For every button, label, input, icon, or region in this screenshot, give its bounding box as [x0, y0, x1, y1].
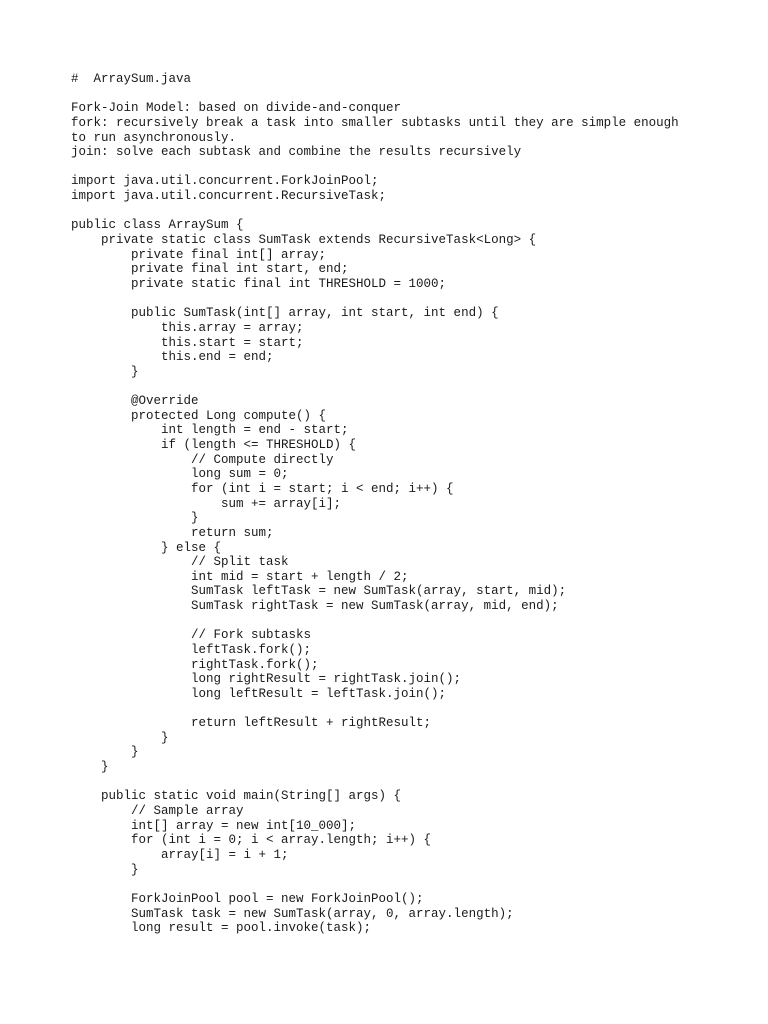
text-line: long rightResult = rightTask.join(); [71, 672, 462, 687]
text-line: sum += array[i]; [71, 496, 342, 511]
text-line: // Fork subtasks [71, 628, 312, 643]
text-line: this.end = end; [71, 350, 274, 365]
text-line: private final int start, end; [71, 262, 349, 277]
text-line: array[i] = i + 1; [71, 847, 289, 862]
text-line [71, 87, 751, 102]
text-line: public class ArraySum { [71, 218, 244, 233]
text-line: protected Long compute() { [71, 408, 327, 423]
text-line [71, 160, 751, 175]
text-line: to run asynchronously. [71, 130, 237, 145]
text-line: @Override [71, 394, 199, 409]
text-line: long leftResult = leftTask.join(); [71, 686, 447, 701]
text-line: SumTask task = new SumTask(array, 0, array.length); [71, 906, 514, 921]
text-line [71, 204, 751, 219]
text-line: } [71, 511, 199, 526]
text-line: } [71, 862, 139, 877]
text-line: public static void main(String[] args) { [71, 789, 402, 804]
text-line: public SumTask(int[] array, int start, int end) { [71, 306, 499, 321]
text-line: return leftResult + rightResult; [71, 716, 432, 731]
document-page [71, 72, 751, 936]
text-line [71, 292, 751, 307]
text-line: this.start = start; [71, 335, 304, 350]
text-line: # ArraySum.java [71, 72, 192, 86]
text-line: } [71, 730, 169, 745]
text-line [71, 379, 751, 394]
text-line: long result = pool.invoke(task); [71, 921, 372, 936]
text-line: private static class SumTask extends RecursiveTask<Long> { [71, 233, 537, 248]
text-line: Fork-Join Model: based on divide-and-conquer [71, 101, 402, 116]
text-line [71, 877, 751, 892]
text-line: if (length <= THRESHOLD) { [71, 438, 357, 453]
text-line: import java.util.concurrent.RecursiveTask; [71, 189, 387, 204]
text-line: // Split task [71, 555, 289, 570]
text-line: } [71, 745, 139, 760]
text-line: SumTask leftTask = new SumTask(array, start, mid); [71, 584, 567, 599]
text-line: SumTask rightTask = new SumTask(array, mid, end); [71, 599, 559, 614]
text-line [71, 702, 751, 717]
text-line: private final int[] array; [71, 247, 327, 262]
text-line: ForkJoinPool pool = new ForkJoinPool(); [71, 891, 424, 906]
text-line: import java.util.concurrent.ForkJoinPool; [71, 174, 379, 189]
text-line: } [71, 760, 109, 775]
text-line: rightTask.fork(); [71, 657, 319, 672]
text-line: int mid = start + length / 2; [71, 569, 409, 584]
text-line [71, 614, 751, 629]
text-line: this.array = array; [71, 320, 304, 335]
text-line: // Compute directly [71, 452, 334, 467]
text-line: return sum; [71, 525, 274, 540]
text-line: } [71, 364, 139, 379]
text-line: private static final int THRESHOLD = 1000; [71, 276, 447, 291]
text-line: for (int i = start; i < end; i++) { [71, 481, 454, 496]
text-line: long sum = 0; [71, 467, 289, 482]
text-line: leftTask.fork(); [71, 642, 312, 657]
text-line: } else { [71, 540, 222, 555]
text-line: int length = end - start; [71, 423, 349, 438]
text-line: // Sample array [71, 804, 244, 819]
text-line [71, 775, 751, 790]
text-line: join: solve each subtask and combine the results recursively [71, 145, 522, 160]
text-line: int[] array = new int[10_000]; [71, 818, 357, 833]
text-line: fork: recursively break a task into smaller subtasks until they are simple enough [71, 115, 679, 130]
text-line: for (int i = 0; i < array.length; i++) { [71, 833, 432, 848]
